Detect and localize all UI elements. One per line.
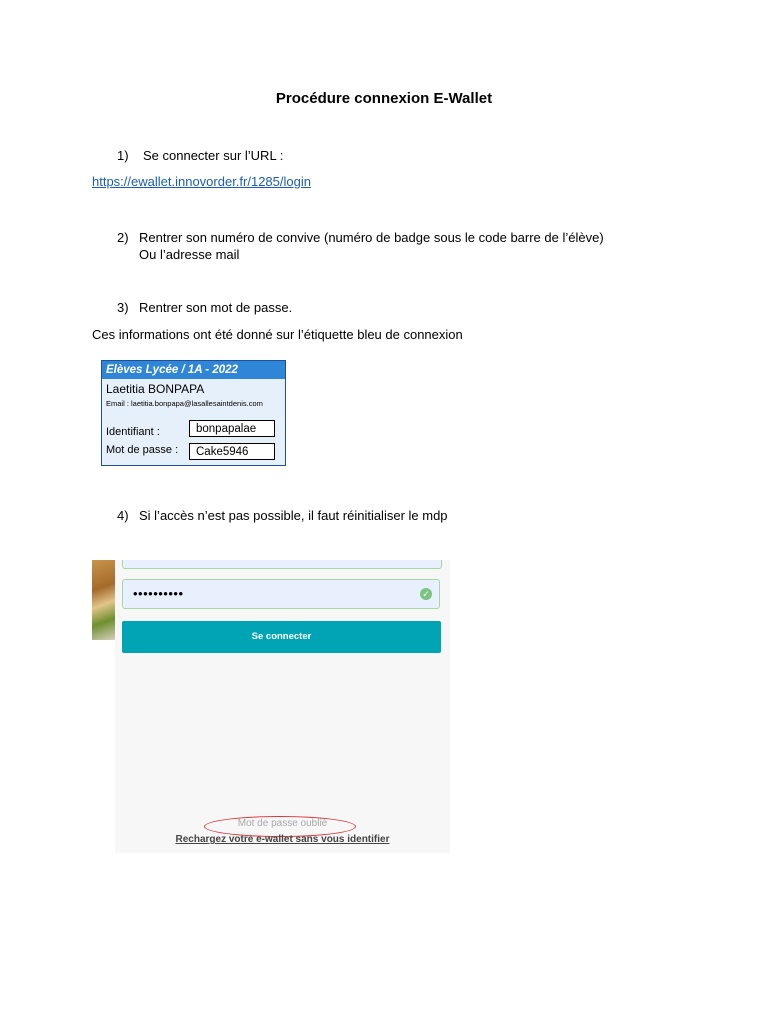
login-panel	[115, 560, 450, 853]
card-id-label: Identifiant :	[106, 426, 160, 438]
card-id-value: bonpapalae	[189, 420, 275, 437]
step-2	[117, 229, 604, 246]
info-note: Ces informations ont été donné sur l’étiquette bleu de connexion	[92, 327, 463, 342]
step-3	[117, 299, 292, 316]
step-1	[117, 147, 283, 164]
card-header: Elèves Lycée / 1A - 2022	[102, 361, 285, 379]
step-1-text: Se connecter sur l’URL :	[143, 148, 284, 163]
card-student-name: Laetitia BONPAPA	[106, 382, 205, 396]
step-4-number: 4)	[117, 508, 129, 523]
step-2-text-line2: Ou l’adresse mail	[139, 247, 240, 262]
login-field[interactable]	[122, 560, 442, 569]
page-title: Procédure connexion E-Wallet	[275, 90, 493, 107]
forgot-password-link[interactable]: Mot de passe oublié	[237, 818, 328, 829]
step-3-number: 3)	[117, 300, 129, 315]
recharge-link[interactable]: Rechargez votre e-wallet sans vous identifier	[175, 834, 390, 845]
card-password-value: Cake5946	[189, 443, 275, 460]
password-field[interactable]	[122, 579, 440, 609]
step-4	[117, 507, 448, 524]
check-icon: ✓	[420, 588, 432, 600]
password-masked-value: ••••••••••	[133, 586, 184, 601]
step-2-number: 2)	[117, 230, 129, 245]
connection-label-card	[101, 360, 286, 466]
step-1-number: 1)	[117, 148, 129, 163]
connect-button[interactable]: Se connecter	[122, 621, 441, 653]
step-2-text: Rentrer son numéro de convive (numéro de badge sous le code barre de l’élève)	[139, 230, 604, 245]
card-email: Email : laetitia.bonpapa@lasallesaintdenis.com	[106, 399, 263, 408]
card-password-label: Mot de passe :	[106, 444, 179, 456]
login-screenshot	[92, 560, 456, 853]
step-3-text: Rentrer son mot de passe.	[139, 300, 293, 315]
background-photo	[92, 560, 116, 640]
step-4-text: Si l’accès n’est pas possible, il faut réinitialiser le mdp	[139, 508, 448, 523]
login-url-link[interactable]: https://ewallet.innovorder.fr/1285/login	[92, 174, 311, 189]
